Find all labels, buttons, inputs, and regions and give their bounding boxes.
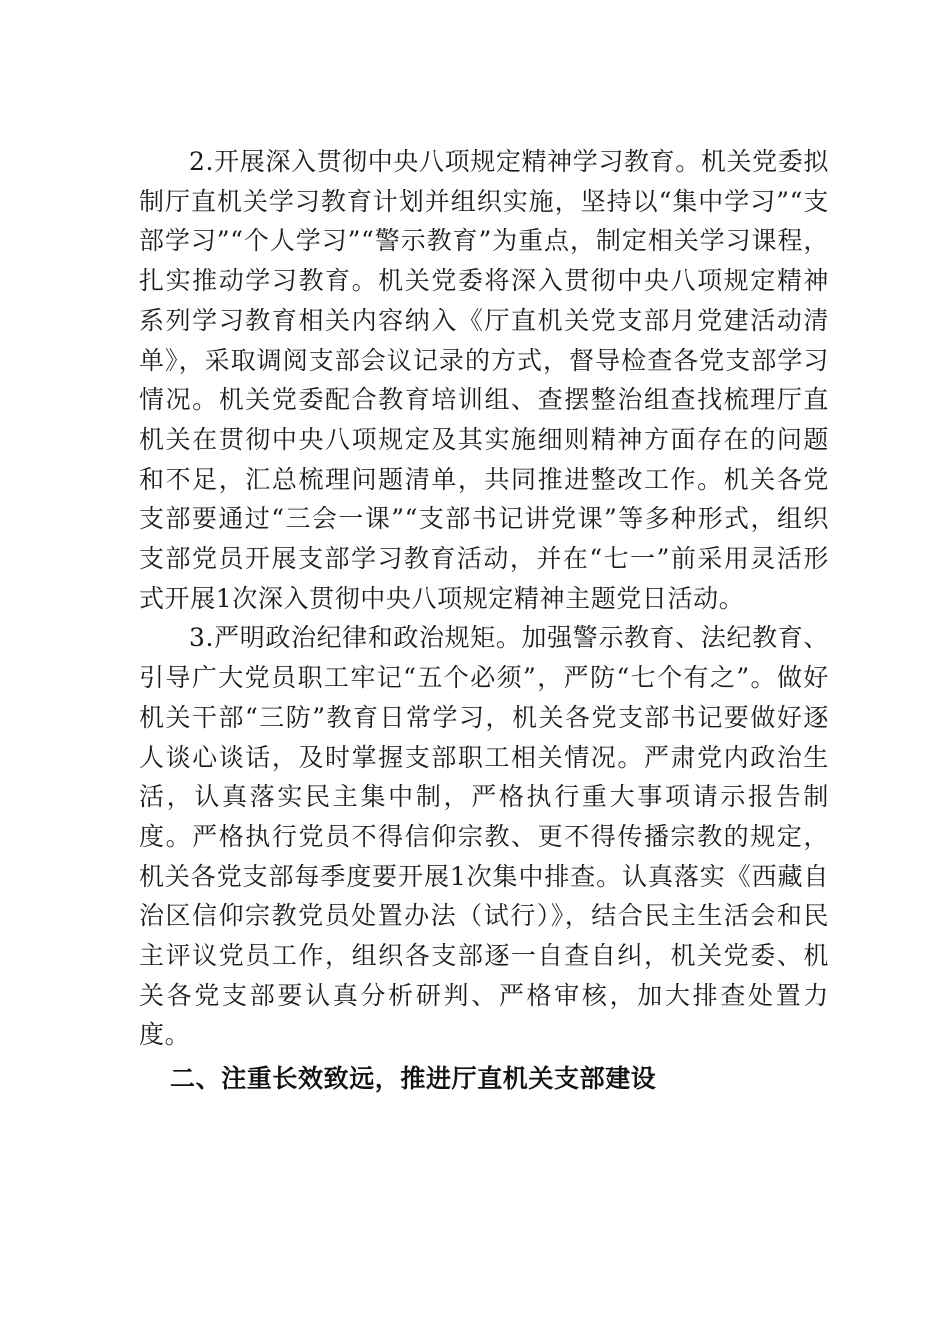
section-heading: 二、注重长效致远，推进厅直机关支部建设	[170, 1064, 657, 1094]
document-body	[139, 142, 829, 1099]
paragraph-political-discipline: 3.严明政治纪律和政治规矩。加强警示教育、法纪教育、引导广大党员职工牢记“五个必须”，严防“七个有之”。做好机关干部“三防”教育日常学习，机关各党支部书记要做好逐人谈心谈话，及时掌握支部职工相关情况。严肃党内政治生活，认真落实民主集中制，严格执行重大事项请示报告制度。严格执行党员不得信仰宗教、更不得传播宗教的规定，机关各党支部每季度要开展1次集中排查。认真落实《西藏自治区信仰宗教党员处置办法（试行）》，结合民主生活会和民主评议党员工作，组织各支部逐一自查自纠，机关党委、机关各党支部要认真分析研判、严格审核，加大排查处置力度。	[139, 623, 829, 1050]
paragraph-study-education: 2.开展深入贯彻中央八项规定精神学习教育。机关党委拟制厅直机关学习教育计划并组织实施，坚持以“集中学习”“支部学习”“个人学习”“警示教育”为重点，制定相关学习课程，扎实推动学习教育。机关党委将深入贯彻中央八项规定精神系列学习教育相关内容纳入《厅直机关党支部月党建活动清单》，采取调阅支部会议记录的方式，督导检查各党支部学习情况。机关党委配合教育培训组、查摆整治组查找梳理厅直机关在贯彻中央八项规定及其实施细则精神方面存在的问题和不足，汇总梳理问题清单，共同推进整改工作。机关各党支部要通过“三会一课”“支部书记讲党课”等多种形式，组织支部党员开展支部学习教育活动，并在“七一”前采用灵活形式开展1次深入贯彻中央八项规定精神主题党日活动。	[139, 147, 829, 613]
